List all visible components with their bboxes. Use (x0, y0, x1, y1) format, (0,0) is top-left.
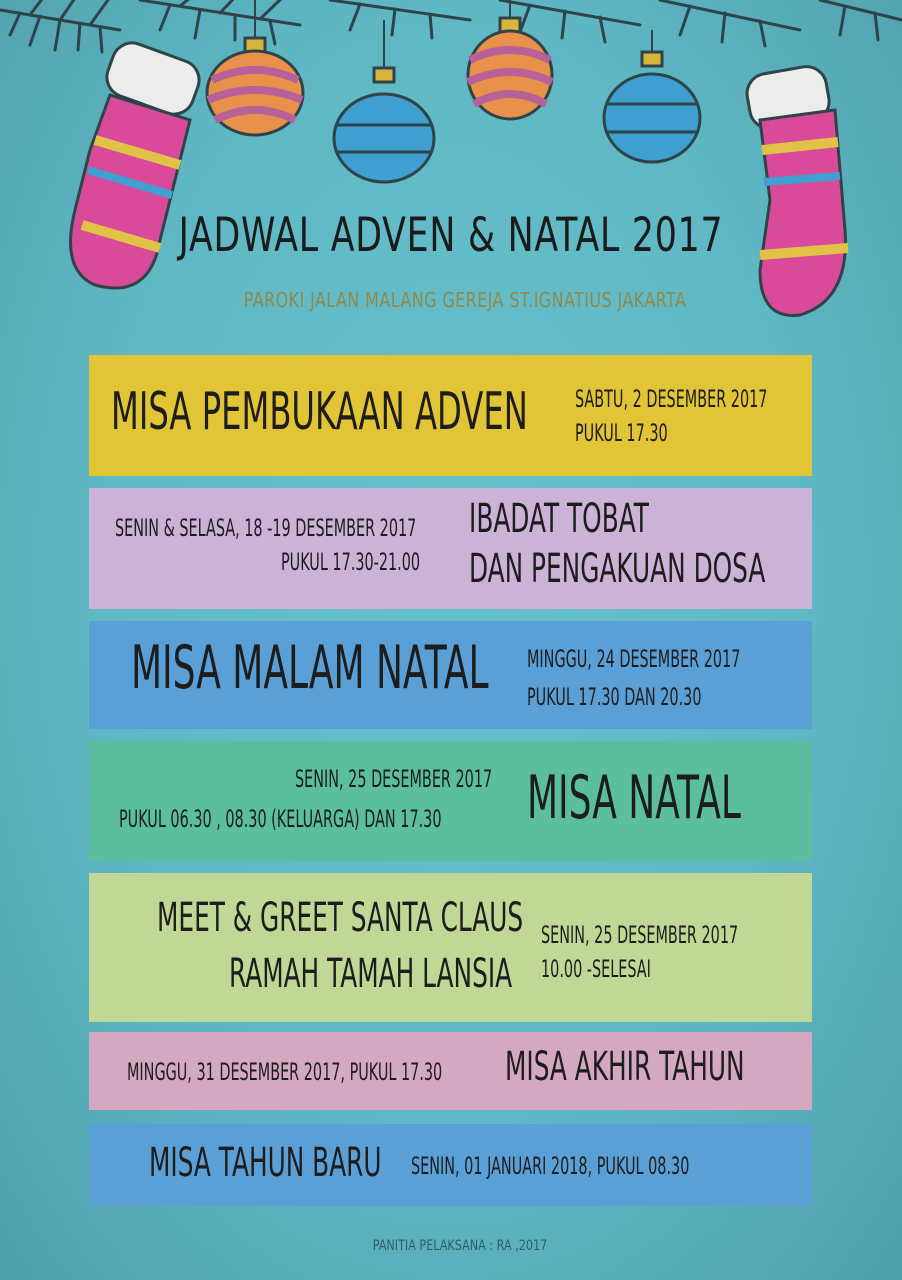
event-time: 10.00 -SELESAI (541, 955, 651, 983)
event-date-time: MINGGU, 31 DESEMBER 2017, PUKUL 17.30 (127, 1058, 443, 1086)
event-date-time: SENIN, 01 JANUARI 2018, PUKUL 08.30 (411, 1152, 690, 1180)
event-title: MISA TAHUN BARU (149, 1140, 382, 1186)
event-date: MINGGU, 24 DESEMBER 2017 (527, 645, 741, 673)
ornament-ball-icon (468, 18, 552, 119)
event-band-meet-greet-santa (89, 873, 812, 1022)
footer-credit: PANITIA PELAKSANA : RA ,2017 (372, 1238, 548, 1254)
parish-subtitle: PAROKI JALAN MALANG GEREJA ST.IGNATIUS JAKARTA (243, 288, 687, 312)
event-time: PUKUL 06.30 , 08.30 (KELUARGA) DAN 17.30 (119, 805, 442, 833)
event-date: SENIN, 25 DESEMBER 2017 (295, 765, 493, 793)
page-title: JADWAL ADVEN & NATAL 2017 (178, 208, 724, 263)
ornament-ball-icon (207, 38, 303, 135)
ornament-ball-icon (334, 68, 434, 182)
event-title-line2: RAMAH TAMAH LANSIA (229, 951, 513, 997)
event-band-misa-akhir-tahun (89, 1032, 812, 1110)
christmas-stocking-icon (744, 63, 848, 315)
event-band-misa-pembukaan-adven (89, 355, 812, 476)
event-band-misa-tahun-baru (89, 1124, 812, 1206)
event-title: MISA NATAL (527, 763, 741, 833)
event-time: PUKUL 17.30-21.00 (281, 548, 421, 576)
event-title: MISA PEMBUKAAN ADVEN (111, 382, 528, 442)
decoration-illustration (0, 0, 902, 330)
event-date: SABTU, 2 DESEMBER 2017 (575, 385, 768, 413)
ornament-ball-icon (604, 52, 700, 162)
event-title-line2: DAN PENGAKUAN DOSA (469, 546, 766, 592)
event-date: SENIN, 25 DESEMBER 2017 (541, 921, 739, 949)
event-band-ibadat-tobat (89, 488, 812, 609)
event-title-line1: MEET & GREET SANTA CLAUS (157, 895, 524, 941)
event-time: PUKUL 17.30 DAN 20.30 (527, 683, 702, 711)
event-title: MISA AKHIR TAHUN (505, 1044, 745, 1090)
event-title: MISA MALAM NATAL (131, 633, 489, 703)
event-date: SENIN & SELASA, 18 -19 DESEMBER 2017 (115, 514, 417, 542)
event-band-misa-natal (89, 741, 812, 861)
event-time: PUKUL 17.30 (575, 419, 668, 447)
event-title-line1: IBADAT TOBAT (469, 496, 649, 542)
event-band-misa-malam-natal (89, 621, 812, 729)
